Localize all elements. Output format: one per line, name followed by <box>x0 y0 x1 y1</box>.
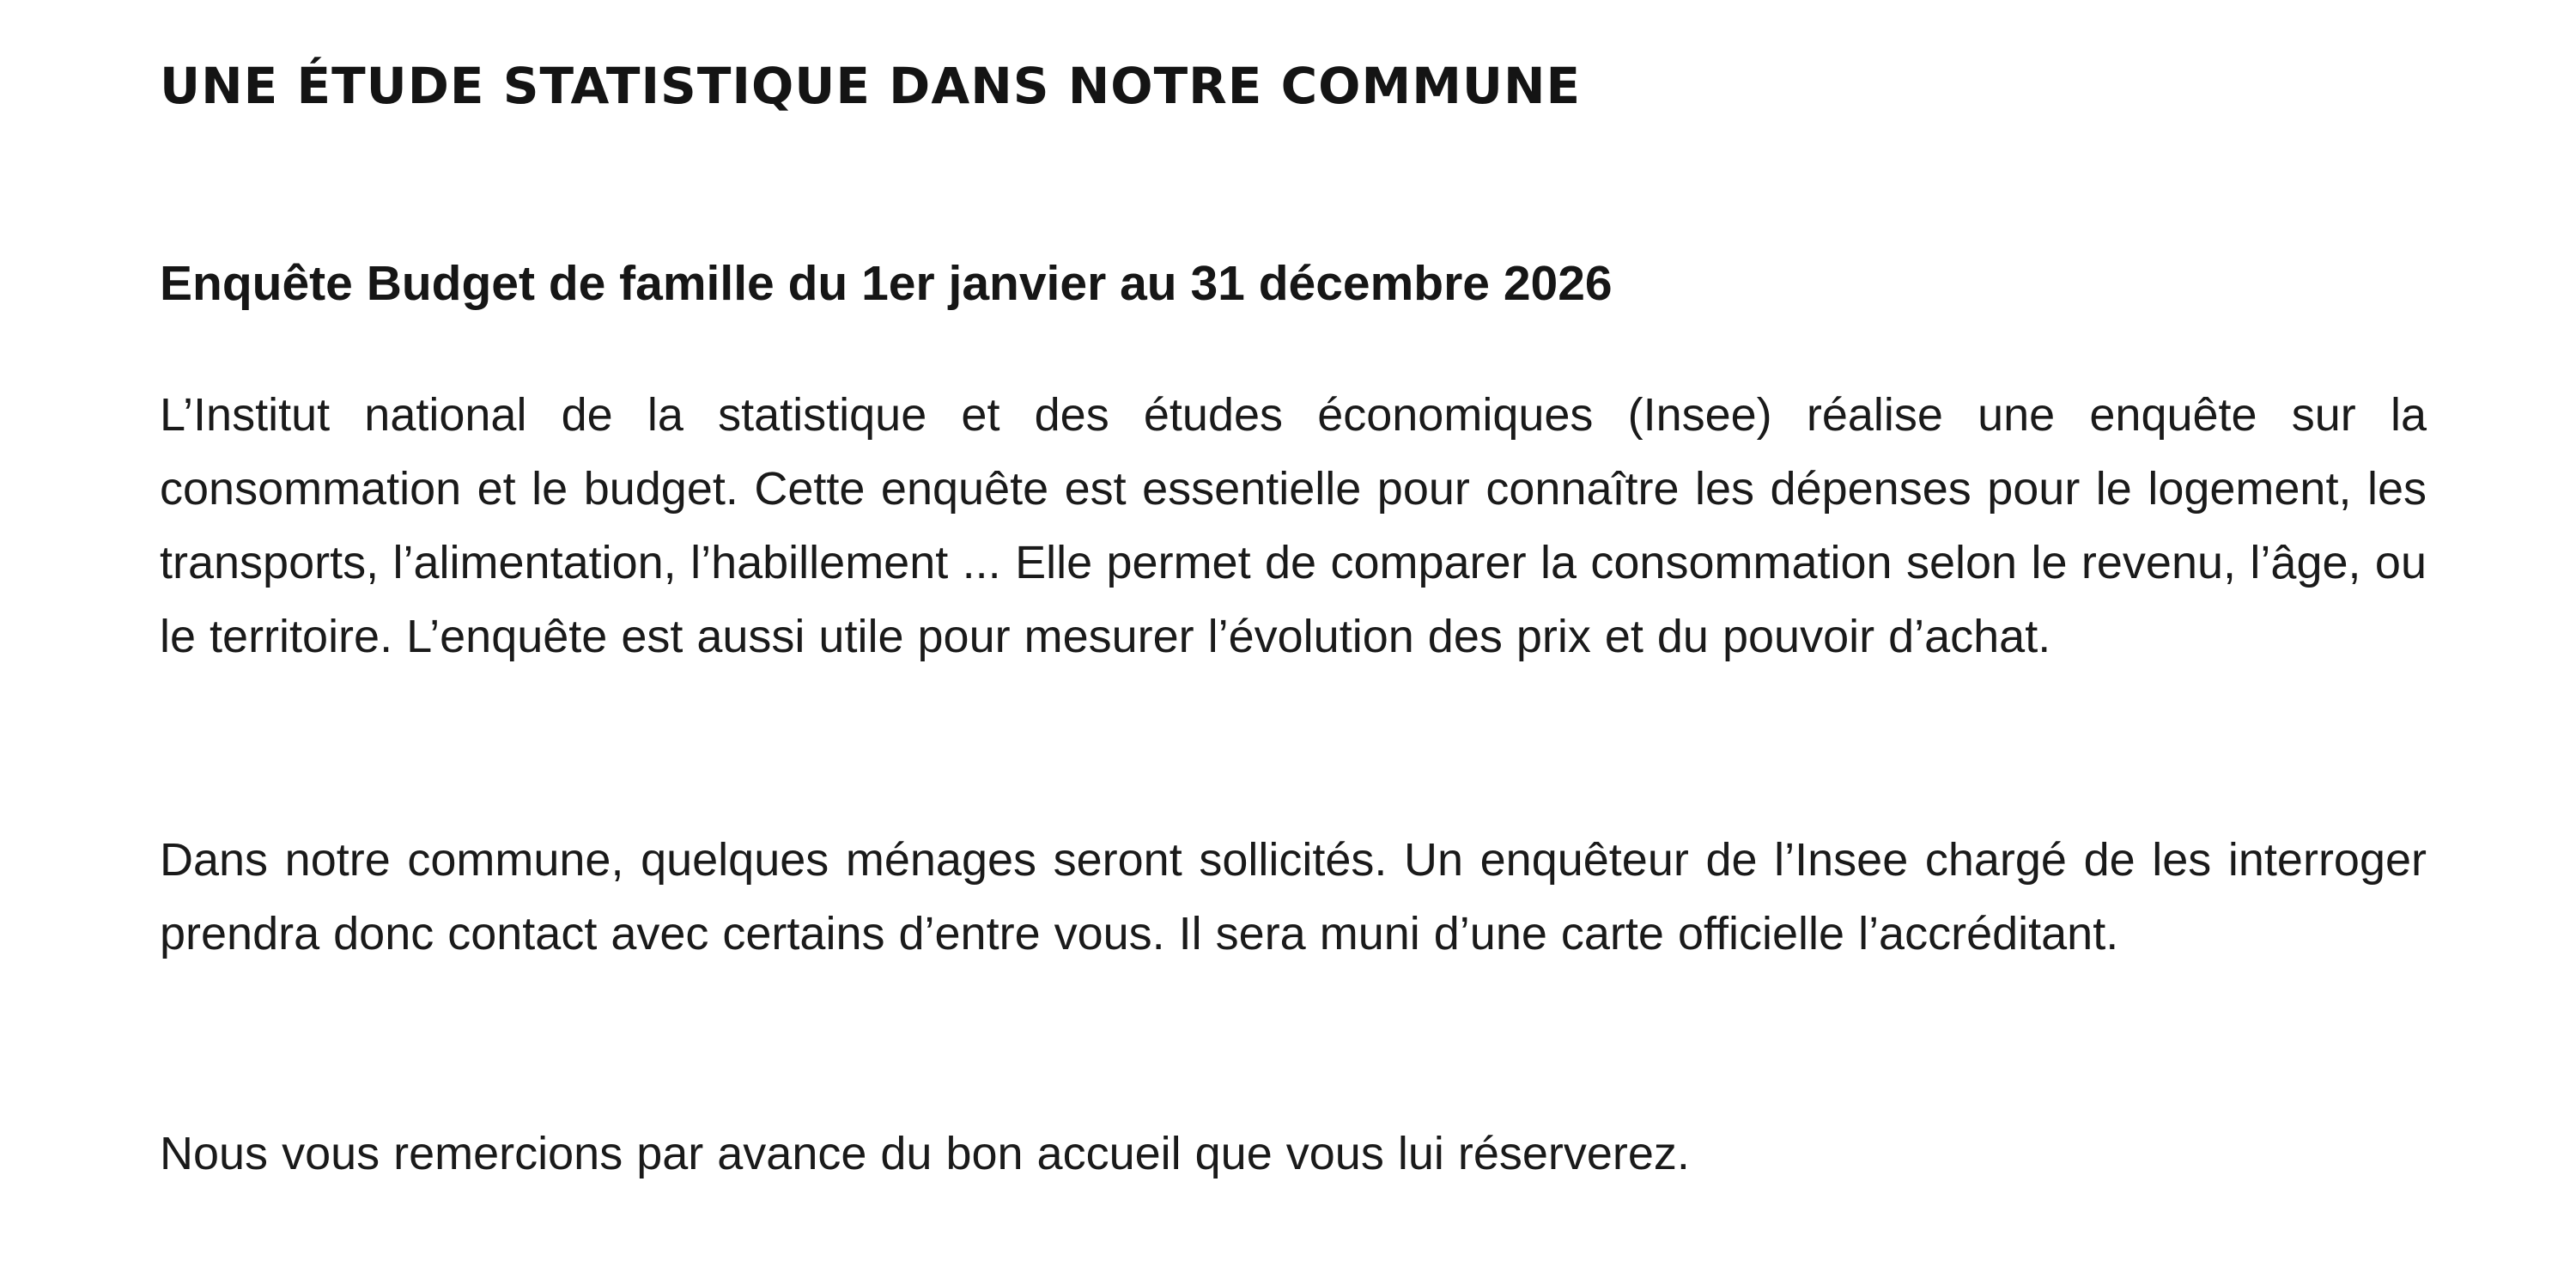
paragraph-commune: Dans notre commune, quelques ménages seront sollicités. Un enquêteur de l’Insee chargé de les interroger prendra donc contact avec certains d’entre vous. Il sera muni d’une carte officielle l’accréditant. <box>160 834 2427 959</box>
paragraph-intro: L’Institut national de la statistique et des études économiques (Insee) réalise une enquête sur la consommation et le budget. Cette enquête est essentielle pour connaître les dépenses pour le logement, les transports, l’alimentation, l’habillement ... Elle permet de comparer la consommation selon le revenu, l’âge, ou le territoire. L’enquête est aussi utile pour mesurer l’évolution des prix et du pouvoir d’achat. <box>160 389 2427 662</box>
document-subtitle: Enquête Budget de famille du 1er janvier au 31 décembre 2026 <box>160 256 1613 311</box>
paragraph-thanks: Nous vous remercions par avance du bon accueil que vous lui réserverez. <box>160 1128 1690 1179</box>
document-title: UNE ÉTUDE STATISTIQUE DANS NOTRE COMMUNE <box>160 57 1582 115</box>
